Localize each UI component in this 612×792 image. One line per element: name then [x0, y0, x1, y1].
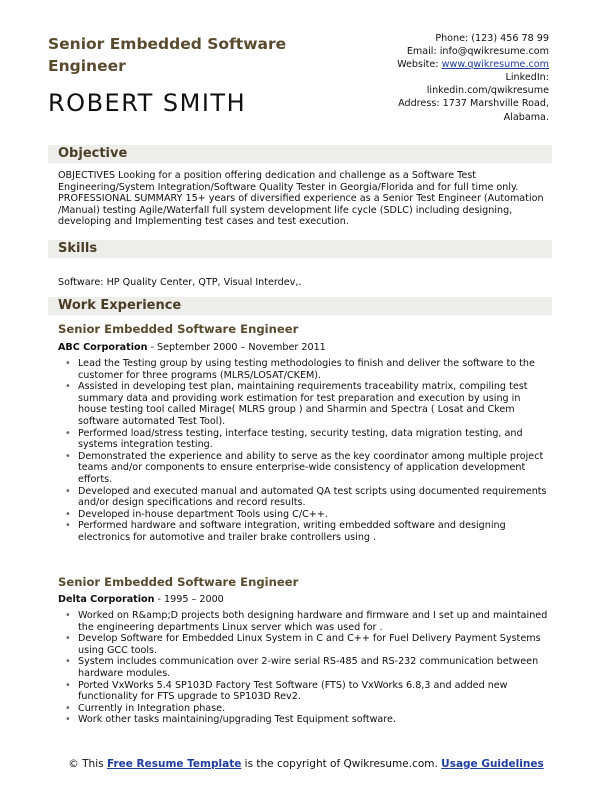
experience-section-header — [48, 297, 552, 315]
usage-guidelines-link[interactable]: Usage Guidelines — [441, 758, 544, 770]
contact-address-line2: Alabama. — [503, 111, 549, 123]
list-item: • Demonstrated the experience and ability to serve as the key coordinator among multiple project teams and/or components to ensure enterprise-wide consistency of application development efforts. — [58, 451, 548, 486]
job-1-company: ABC Corporation — [58, 342, 148, 353]
website-label: Website: — [397, 59, 442, 71]
skills-heading: Skills — [58, 241, 98, 256]
list-item: • Work other tasks maintaining/upgrading Test Equipment software. — [58, 714, 548, 726]
contact-email: Email: info@qwikresume.com — [406, 46, 549, 58]
list-item: • Develop Software for Embedded Linux System in C and C++ for Fuel Delivery Payment Systems using GCC tools. — [58, 633, 548, 656]
header-title-block — [48, 33, 348, 117]
list-item: • Assisted in developing test plan, maintaining requirements traceability matrix, compiling test summary data and providing work estimation for test preparation and execution by using in house testing tool called Mirage( MLRS group ) and Sharmin and Spectra ( Losat and Ckem software automated Test Tool). — [58, 381, 548, 427]
contact-phone: Phone: (123) 456 78 99 — [435, 33, 549, 44]
skills-section-header — [48, 240, 552, 258]
footer-prefix: © This — [68, 758, 107, 770]
footer-middle: is the copyright of Qwikresume.com. — [241, 758, 442, 770]
contact-website — [329, 58, 549, 71]
skills-text: Software: HP Quality Center, QTP, Visual Interdev,. — [58, 277, 302, 288]
job-2-company: Delta Corporation — [58, 594, 155, 605]
list-item: • Currently in Integration phase. — [58, 703, 548, 715]
footer — [48, 758, 564, 772]
job-1-dates: - September 2000 – November 2011 — [147, 342, 326, 353]
job-title: Senior Embedded Software Engineer — [48, 35, 287, 75]
list-item: • Performed load/stress testing, interface testing, security testing, data migration testing, and systems integration testing. — [58, 428, 548, 451]
website-link[interactable]: www.qwikresume.com — [441, 59, 549, 71]
job-2-bullets — [58, 610, 548, 726]
person-name: ROBERT SMITH — [48, 89, 247, 117]
list-item: • System includes communication over 2-wire serial RS-485 and RS-232 communication between hardware modules. — [58, 656, 548, 679]
contact-linkedin-value: linkedin.com/qwikresume — [426, 85, 549, 97]
job-1-meta — [58, 342, 326, 354]
list-item: • Worked on R&amp;D projects both designing hardware and firmware and I set up and maintained the engineering departments Linux server which was used for . — [58, 610, 548, 633]
list-item: • Developed in-house department Tools using C/C++. — [58, 509, 548, 521]
list-item: • Ported VxWorks 5.4 SP103D Factory Test Software (FTS) to VxWorks 6.8,3 and added new functionality for FTS upgrade to SP103D Rev2. — [58, 680, 548, 703]
contact-linkedin-label: LinkedIn: — [505, 72, 549, 84]
experience-heading: Work Experience — [58, 298, 182, 313]
job-2-meta — [58, 594, 224, 606]
job-1-bullets — [58, 358, 548, 544]
job-2-title: Senior Embedded Software Engineer — [58, 575, 299, 589]
objective-heading: Objective — [58, 146, 128, 161]
contact-block — [329, 32, 549, 124]
job-1-title: Senior Embedded Software Engineer — [58, 322, 299, 336]
list-item: • Developed and executed manual and automated QA test scripts using documented requirements and/or design specifications and record results. — [58, 486, 548, 509]
objective-section-header — [48, 145, 552, 163]
free-resume-template-link[interactable]: Free Resume Template — [106, 758, 242, 770]
list-item: • Performed hardware and software integration, writing embedded software and designing electronics for automotive and trailer brake controllers using . — [58, 520, 548, 543]
job-2-dates: - 1995 – 2000 — [154, 594, 224, 605]
objective-text: OBJECTIVES Looking for a position offering dedication and challenge as a Software Test Engineering/System Integration/Software Quality Tester in Georgia/Florida and for full time only. PROFESSIONAL SUMMARY 15+ years of diversified experience as a Senior Test Engineer (Automation /Manual) testing Agile/Waterfall full system development life cycle (SDLC) including designing, developing and Implementing test cases and test execution. — [58, 170, 544, 228]
contact-address-line1: Address: 1737 Marshville Road, — [398, 98, 549, 110]
list-item: • Lead the Testing group by using testing methodologies to finish and deliver the software to the customer for three programs (MLRS/LOSAT/CKEM). — [58, 358, 548, 381]
